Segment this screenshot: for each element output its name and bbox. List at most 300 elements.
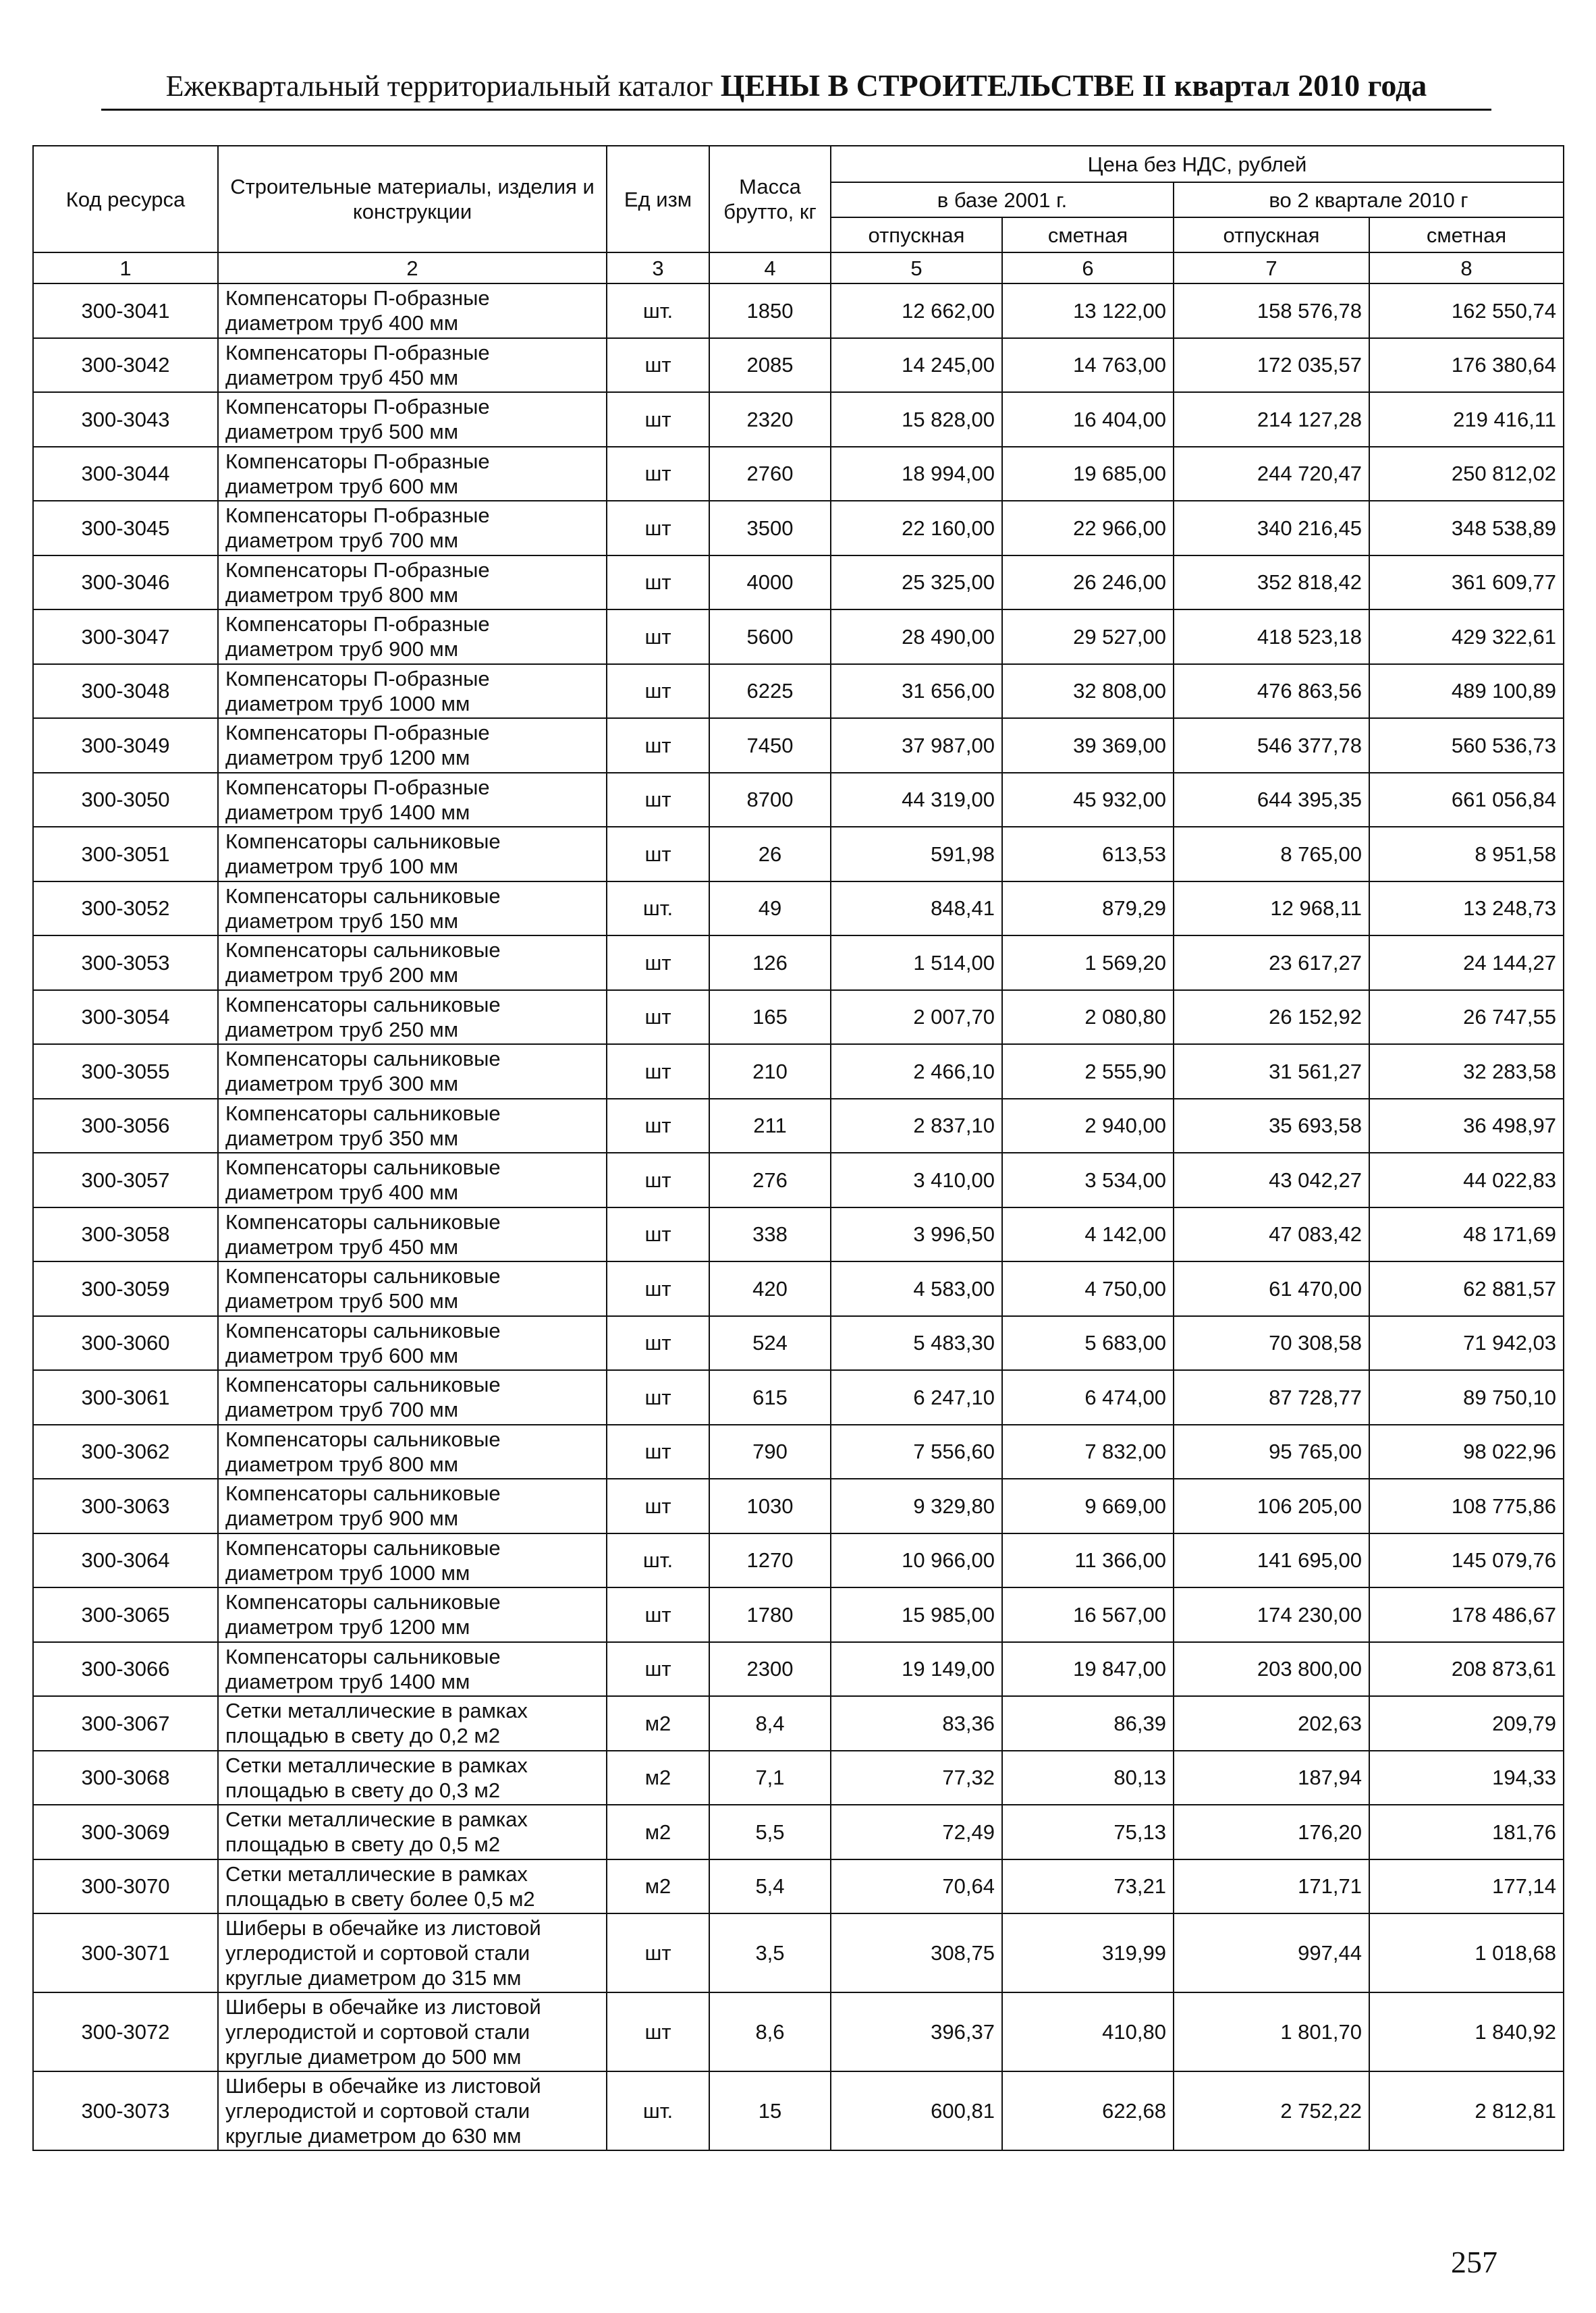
current-release-price: 95 765,00 (1174, 1425, 1369, 1479)
material-name-line: Сетки металлические в рамках (225, 1861, 528, 1886)
base-estimate-price: 879,29 (1002, 881, 1174, 936)
material-name-line: Компенсаторы сальниковые (225, 992, 501, 1016)
gross-mass: 7450 (709, 718, 831, 773)
material-name (218, 555, 607, 610)
base-estimate-price: 26 246,00 (1002, 555, 1174, 610)
material-name (218, 338, 607, 393)
gross-mass: 338 (709, 1207, 831, 1262)
gross-mass: 2085 (709, 338, 831, 393)
material-name-line: Компенсаторы П-образные (225, 612, 490, 636)
current-estimate-price: 177,14 (1369, 1859, 1564, 1914)
gross-mass: 524 (709, 1316, 831, 1371)
material-name (218, 283, 607, 338)
gross-mass: 1030 (709, 1479, 831, 1533)
base-release-price: 83,36 (831, 1696, 1002, 1751)
gross-mass: 420 (709, 1261, 831, 1316)
material-name-line: Компенсаторы сальниковые (225, 829, 501, 854)
base-estimate-price: 16 404,00 (1002, 392, 1174, 447)
header-current-release: отпускная (1174, 217, 1369, 252)
current-estimate-price: 489 100,89 (1369, 664, 1564, 719)
material-name (218, 1316, 607, 1371)
gross-mass: 5,5 (709, 1805, 831, 1859)
resource-code: 300-3044 (33, 447, 218, 501)
current-release-price: 202,63 (1174, 1696, 1369, 1751)
table-row (33, 881, 1564, 936)
material-name-line: диаметром труб 1200 мм (225, 1615, 470, 1639)
base-estimate-price: 622,68 (1002, 2071, 1174, 2150)
header-prefix: Ежеквартальный территориальный каталог (165, 70, 713, 103)
gross-mass: 8,4 (709, 1696, 831, 1751)
material-name-line: диаметром труб 900 мм (225, 637, 459, 661)
material-name-line: Компенсаторы сальниковые (225, 1318, 501, 1342)
base-release-price: 72,49 (831, 1805, 1002, 1859)
material-name-line: Шиберы в обечайке из листовой (225, 1916, 541, 1940)
table-row (33, 1370, 1564, 1425)
resource-code: 300-3055 (33, 1044, 218, 1099)
material-name (218, 609, 607, 664)
current-estimate-price: 48 171,69 (1369, 1207, 1564, 1262)
unit: шт (607, 1207, 709, 1262)
material-name (218, 2071, 607, 2150)
current-release-price: 176,20 (1174, 1805, 1369, 1859)
current-estimate-price: 661 056,84 (1369, 773, 1564, 827)
unit: шт (607, 1642, 709, 1697)
current-release-price: 340 216,45 (1174, 501, 1369, 555)
material-name-line: Сетки металлические в рамках (225, 1753, 528, 1777)
column-number: 5 (831, 252, 1002, 283)
material-name-line: Компенсаторы П-образные (225, 395, 490, 419)
gross-mass: 1270 (709, 1533, 831, 1588)
resource-code: 300-3066 (33, 1642, 218, 1697)
current-release-price: 187,94 (1174, 1751, 1369, 1805)
unit: шт (607, 501, 709, 555)
base-estimate-price: 9 669,00 (1002, 1479, 1174, 1533)
base-estimate-price: 73,21 (1002, 1859, 1174, 1914)
base-estimate-price: 39 369,00 (1002, 718, 1174, 773)
current-estimate-price: 13 248,73 (1369, 881, 1564, 936)
base-estimate-price: 2 555,90 (1002, 1044, 1174, 1099)
table-row (33, 718, 1564, 773)
table-row (33, 1533, 1564, 1588)
unit: м2 (607, 1696, 709, 1751)
material-name-line: Компенсаторы П-образные (225, 504, 490, 528)
price-table (32, 145, 1564, 2151)
material-name (218, 392, 607, 447)
base-release-price: 14 245,00 (831, 338, 1002, 393)
unit: шт (607, 555, 709, 610)
material-name-line: углеродистой и сортовой стали (225, 2020, 530, 2044)
material-name (218, 1642, 607, 1697)
current-release-price: 12 968,11 (1174, 881, 1369, 936)
material-name-line: Сетки металлические в рамках (225, 1699, 528, 1723)
table-row (33, 1044, 1564, 1099)
material-name-line: диаметром труб 250 мм (225, 1017, 459, 1041)
current-estimate-price: 209,79 (1369, 1696, 1564, 1751)
gross-mass: 1850 (709, 283, 831, 338)
current-estimate-price: 44 022,83 (1369, 1153, 1564, 1207)
current-estimate-price: 89 750,10 (1369, 1370, 1564, 1425)
table-row (33, 338, 1564, 393)
resource-code: 300-3057 (33, 1153, 218, 1207)
unit: шт (607, 827, 709, 881)
header-price: Цена без НДС, рублей (831, 146, 1564, 182)
current-estimate-price: 71 942,03 (1369, 1316, 1564, 1371)
unit: шт (607, 1316, 709, 1371)
resource-code: 300-3041 (33, 283, 218, 338)
material-name (218, 1153, 607, 1207)
base-release-price: 2 466,10 (831, 1044, 1002, 1099)
gross-mass: 7,1 (709, 1751, 831, 1805)
header-title: ЦЕНЫ В СТРОИТЕЛЬСТВЕ (720, 68, 1135, 103)
material-name-line: диаметром труб 450 мм (225, 1234, 459, 1259)
current-estimate-price: 36 498,97 (1369, 1099, 1564, 1153)
current-release-price: 158 576,78 (1174, 283, 1369, 338)
material-name-line: площадью в свету до 0,2 м2 (225, 1724, 501, 1748)
table-row (33, 1992, 1564, 2071)
gross-mass: 3500 (709, 501, 831, 555)
current-estimate-price: 24 144,27 (1369, 935, 1564, 990)
table-row (33, 1859, 1564, 1914)
gross-mass: 210 (709, 1044, 831, 1099)
current-estimate-price: 1 018,68 (1369, 1913, 1564, 1992)
table-row (33, 1261, 1564, 1316)
gross-mass: 5600 (709, 609, 831, 664)
resource-code: 300-3054 (33, 990, 218, 1045)
base-estimate-price: 86,39 (1002, 1696, 1174, 1751)
resource-code: 300-3065 (33, 1587, 218, 1642)
resource-code: 300-3048 (33, 664, 218, 719)
current-estimate-price: 181,76 (1369, 1805, 1564, 1859)
base-release-price: 6 247,10 (831, 1370, 1002, 1425)
base-estimate-price: 6 474,00 (1002, 1370, 1174, 1425)
header-name: Строительные материалы, изделия и конструкции (218, 146, 607, 252)
material-name-line: диаметром труб 900 мм (225, 1506, 459, 1531)
material-name-line: площадью в свету до 0,3 м2 (225, 1778, 501, 1802)
current-estimate-price: 429 322,61 (1369, 609, 1564, 664)
current-estimate-price: 8 951,58 (1369, 827, 1564, 881)
current-estimate-price: 108 775,86 (1369, 1479, 1564, 1533)
base-release-price: 44 319,00 (831, 773, 1002, 827)
material-name (218, 1805, 607, 1859)
base-estimate-price: 2 940,00 (1002, 1099, 1174, 1153)
base-estimate-price: 19 685,00 (1002, 447, 1174, 501)
gross-mass: 2300 (709, 1642, 831, 1697)
base-estimate-price: 4 750,00 (1002, 1261, 1174, 1316)
resource-code: 300-3051 (33, 827, 218, 881)
current-release-price: 8 765,00 (1174, 827, 1369, 881)
material-name (218, 990, 607, 1045)
base-release-price: 10 966,00 (831, 1533, 1002, 1588)
column-number: 3 (607, 252, 709, 283)
current-release-price: 644 395,35 (1174, 773, 1369, 827)
material-name-line: диаметром труб 800 мм (225, 582, 459, 607)
material-name-line: диаметром труб 150 мм (225, 908, 459, 933)
current-release-price: 61 470,00 (1174, 1261, 1369, 1316)
material-name-line: Компенсаторы П-образные (225, 721, 490, 745)
header-unit: Ед изм (607, 146, 709, 252)
unit: шт. (607, 283, 709, 338)
column-number: 2 (218, 252, 607, 283)
base-release-price: 7 556,60 (831, 1425, 1002, 1479)
table-row (33, 1425, 1564, 1479)
base-release-price: 25 325,00 (831, 555, 1002, 610)
material-name-line: Компенсаторы сальниковые (225, 1101, 501, 1125)
resource-code: 300-3050 (33, 773, 218, 827)
material-name-line: диаметром труб 350 мм (225, 1126, 459, 1150)
unit: шт (607, 447, 709, 501)
unit: шт (607, 664, 709, 719)
header-base-release: отпускная (831, 217, 1002, 252)
current-estimate-price: 194,33 (1369, 1751, 1564, 1805)
material-name-line: диаметром труб 200 мм (225, 963, 459, 987)
base-release-price: 9 329,80 (831, 1479, 1002, 1533)
material-name (218, 1992, 607, 2071)
resource-code: 300-3068 (33, 1751, 218, 1805)
base-estimate-price: 32 808,00 (1002, 664, 1174, 719)
base-estimate-price: 45 932,00 (1002, 773, 1174, 827)
material-name (218, 718, 607, 773)
gross-mass: 15 (709, 2071, 831, 2150)
column-numbers-row (33, 252, 1564, 283)
unit: м2 (607, 1751, 709, 1805)
unit: м2 (607, 1859, 709, 1914)
current-release-price: 476 863,56 (1174, 664, 1369, 719)
current-release-price: 2 752,22 (1174, 2071, 1369, 2150)
material-name (218, 1859, 607, 1914)
table-row (33, 447, 1564, 501)
base-release-price: 2 837,10 (831, 1099, 1002, 1153)
resource-code: 300-3045 (33, 501, 218, 555)
gross-mass: 8700 (709, 773, 831, 827)
gross-mass: 2760 (709, 447, 831, 501)
material-name (218, 1261, 607, 1316)
material-name-line: диаметром труб 600 мм (225, 1343, 459, 1367)
material-name-line: площадью в свету более 0,5 м2 (225, 1886, 535, 1911)
material-name-line: Компенсаторы сальниковые (225, 883, 501, 908)
material-name-line: Компенсаторы сальниковые (225, 1209, 501, 1234)
base-release-price: 3 410,00 (831, 1153, 1002, 1207)
base-estimate-price: 5 683,00 (1002, 1316, 1174, 1371)
header-base: в базе 2001 г. (831, 182, 1174, 217)
gross-mass: 5,4 (709, 1859, 831, 1914)
resource-code: 300-3046 (33, 555, 218, 610)
material-name-line: диаметром труб 1400 мм (225, 800, 470, 824)
material-name-line: Компенсаторы сальниковые (225, 1155, 501, 1180)
material-name-line: диаметром труб 800 мм (225, 1452, 459, 1476)
gross-mass: 2320 (709, 392, 831, 447)
base-estimate-price: 7 832,00 (1002, 1425, 1174, 1479)
material-name-line: диаметром труб 1000 мм (225, 691, 470, 715)
table-row (33, 1153, 1564, 1207)
material-name-line: диаметром труб 600 мм (225, 474, 459, 498)
table-row (33, 1642, 1564, 1697)
gross-mass: 8,6 (709, 1992, 831, 2071)
table-row (33, 1207, 1564, 1262)
current-release-price: 26 152,92 (1174, 990, 1369, 1045)
base-estimate-price: 13 122,00 (1002, 283, 1174, 338)
material-name-line: Компенсаторы П-образные (225, 340, 490, 364)
unit: шт. (607, 2071, 709, 2150)
material-name-line: углеродистой и сортовой стали (225, 1941, 530, 1965)
unit: шт (607, 935, 709, 990)
material-name (218, 501, 607, 555)
unit: шт. (607, 881, 709, 936)
resource-code: 300-3052 (33, 881, 218, 936)
material-name (218, 1587, 607, 1642)
base-release-price: 5 483,30 (831, 1316, 1002, 1371)
material-name-line: Шиберы в обечайке из листовой (225, 2074, 541, 2098)
current-estimate-price: 250 812,02 (1369, 447, 1564, 501)
table-row (33, 990, 1564, 1045)
current-release-price: 106 205,00 (1174, 1479, 1369, 1533)
base-estimate-price: 319,99 (1002, 1913, 1174, 1992)
current-release-price: 1 801,70 (1174, 1992, 1369, 2071)
base-estimate-price: 4 142,00 (1002, 1207, 1174, 1262)
table-row (33, 1913, 1564, 1992)
base-release-price: 848,41 (831, 881, 1002, 936)
current-release-price: 31 561,27 (1174, 1044, 1369, 1099)
unit: шт (607, 338, 709, 393)
current-release-price: 171,71 (1174, 1859, 1369, 1914)
current-release-price: 203 800,00 (1174, 1642, 1369, 1697)
resource-code: 300-3047 (33, 609, 218, 664)
material-name-line: Компенсаторы сальниковые (225, 1373, 501, 1397)
current-estimate-price: 2 812,81 (1369, 2071, 1564, 2150)
current-estimate-price: 219 416,11 (1369, 392, 1564, 447)
base-release-price: 3 996,50 (831, 1207, 1002, 1262)
table-row (33, 1316, 1564, 1371)
current-release-price: 214 127,28 (1174, 392, 1369, 447)
current-release-price: 47 083,42 (1174, 1207, 1369, 1262)
unit: шт (607, 1913, 709, 1992)
current-estimate-price: 361 609,77 (1369, 555, 1564, 610)
base-estimate-price: 1 569,20 (1002, 935, 1174, 990)
base-estimate-price: 11 366,00 (1002, 1533, 1174, 1588)
gross-mass: 615 (709, 1370, 831, 1425)
base-estimate-price: 80,13 (1002, 1751, 1174, 1805)
current-release-price: 546 377,78 (1174, 718, 1369, 773)
current-estimate-price: 162 550,74 (1369, 283, 1564, 338)
base-estimate-price: 2 080,80 (1002, 990, 1174, 1045)
material-name (218, 1099, 607, 1153)
current-estimate-price: 560 536,73 (1369, 718, 1564, 773)
table-row (33, 664, 1564, 719)
base-release-price: 15 985,00 (831, 1587, 1002, 1642)
material-name-line: круглые диаметром до 630 мм (225, 2124, 522, 2148)
column-number: 1 (33, 252, 218, 283)
current-release-price: 418 523,18 (1174, 609, 1369, 664)
material-name (218, 1696, 607, 1751)
base-release-price: 1 514,00 (831, 935, 1002, 990)
header-base-estimate: сметная (1002, 217, 1174, 252)
material-name-line: Компенсаторы сальниковые (225, 1481, 501, 1506)
base-release-price: 4 583,00 (831, 1261, 1002, 1316)
material-name (218, 447, 607, 501)
resource-code: 300-3042 (33, 338, 218, 393)
current-release-price: 997,44 (1174, 1913, 1369, 1992)
material-name-line: Компенсаторы П-образные (225, 557, 490, 582)
material-name (218, 1479, 607, 1533)
current-release-price: 352 818,42 (1174, 555, 1369, 610)
current-release-price: 174 230,00 (1174, 1587, 1369, 1642)
current-estimate-price: 32 283,58 (1369, 1044, 1564, 1099)
material-name (218, 1751, 607, 1805)
header-period: II квартал 2010 года (1142, 68, 1427, 103)
column-number: 7 (1174, 252, 1369, 283)
current-estimate-price: 1 840,92 (1369, 1992, 1564, 2071)
material-name-line: диаметром труб 500 мм (225, 420, 459, 444)
table-row (33, 501, 1564, 555)
material-name-line: Компенсаторы П-образные (225, 286, 490, 310)
gross-mass: 1780 (709, 1587, 831, 1642)
table-row (33, 1099, 1564, 1153)
gross-mass: 165 (709, 990, 831, 1045)
base-release-price: 591,98 (831, 827, 1002, 881)
column-number: 8 (1369, 252, 1564, 283)
current-estimate-price: 178 486,67 (1369, 1587, 1564, 1642)
material-name (218, 1207, 607, 1262)
table-row (33, 773, 1564, 827)
unit: шт (607, 773, 709, 827)
base-release-price: 396,37 (831, 1992, 1002, 2071)
unit: шт (607, 1425, 709, 1479)
material-name-line: Компенсаторы П-образные (225, 775, 490, 799)
base-release-price: 28 490,00 (831, 609, 1002, 664)
current-release-price: 141 695,00 (1174, 1533, 1369, 1588)
base-estimate-price: 14 763,00 (1002, 338, 1174, 393)
current-estimate-price: 62 881,57 (1369, 1261, 1564, 1316)
table-row (33, 1751, 1564, 1805)
table-row (33, 283, 1564, 338)
material-name-line: диаметром труб 1000 мм (225, 1560, 470, 1585)
resource-code: 300-3060 (33, 1316, 218, 1371)
unit: шт (607, 718, 709, 773)
gross-mass: 49 (709, 881, 831, 936)
material-name-line: Компенсаторы сальниковые (225, 1427, 501, 1451)
unit: шт (607, 1099, 709, 1153)
material-name-line: диаметром труб 500 мм (225, 1289, 459, 1313)
material-name (218, 881, 607, 936)
gross-mass: 790 (709, 1425, 831, 1479)
unit: шт (607, 392, 709, 447)
resource-code: 300-3061 (33, 1370, 218, 1425)
table-row (33, 2071, 1564, 2150)
table-row (33, 1587, 1564, 1642)
unit: шт (607, 1992, 709, 2071)
material-name-line: углеродистой и сортовой стали (225, 2099, 530, 2123)
gross-mass: 26 (709, 827, 831, 881)
table-row (33, 827, 1564, 881)
column-number: 6 (1002, 252, 1174, 283)
unit: шт (607, 1370, 709, 1425)
current-release-price: 87 728,77 (1174, 1370, 1369, 1425)
base-estimate-price: 16 567,00 (1002, 1587, 1174, 1642)
base-release-price: 600,81 (831, 2071, 1002, 2150)
material-name (218, 664, 607, 719)
material-name-line: Компенсаторы П-образные (225, 666, 490, 690)
resource-code: 300-3072 (33, 1992, 218, 2071)
material-name-line: Сетки металлические в рамках (225, 1807, 528, 1832)
resource-code: 300-3067 (33, 1696, 218, 1751)
material-name-line: Компенсаторы сальниковые (225, 1264, 501, 1288)
gross-mass: 3,5 (709, 1913, 831, 1992)
table-row (33, 1696, 1564, 1751)
material-name-line: диаметром труб 450 мм (225, 365, 459, 389)
resource-code: 300-3073 (33, 2071, 218, 2150)
material-name-line: Компенсаторы сальниковые (225, 938, 501, 962)
resource-code: 300-3059 (33, 1261, 218, 1316)
table-row (33, 935, 1564, 990)
